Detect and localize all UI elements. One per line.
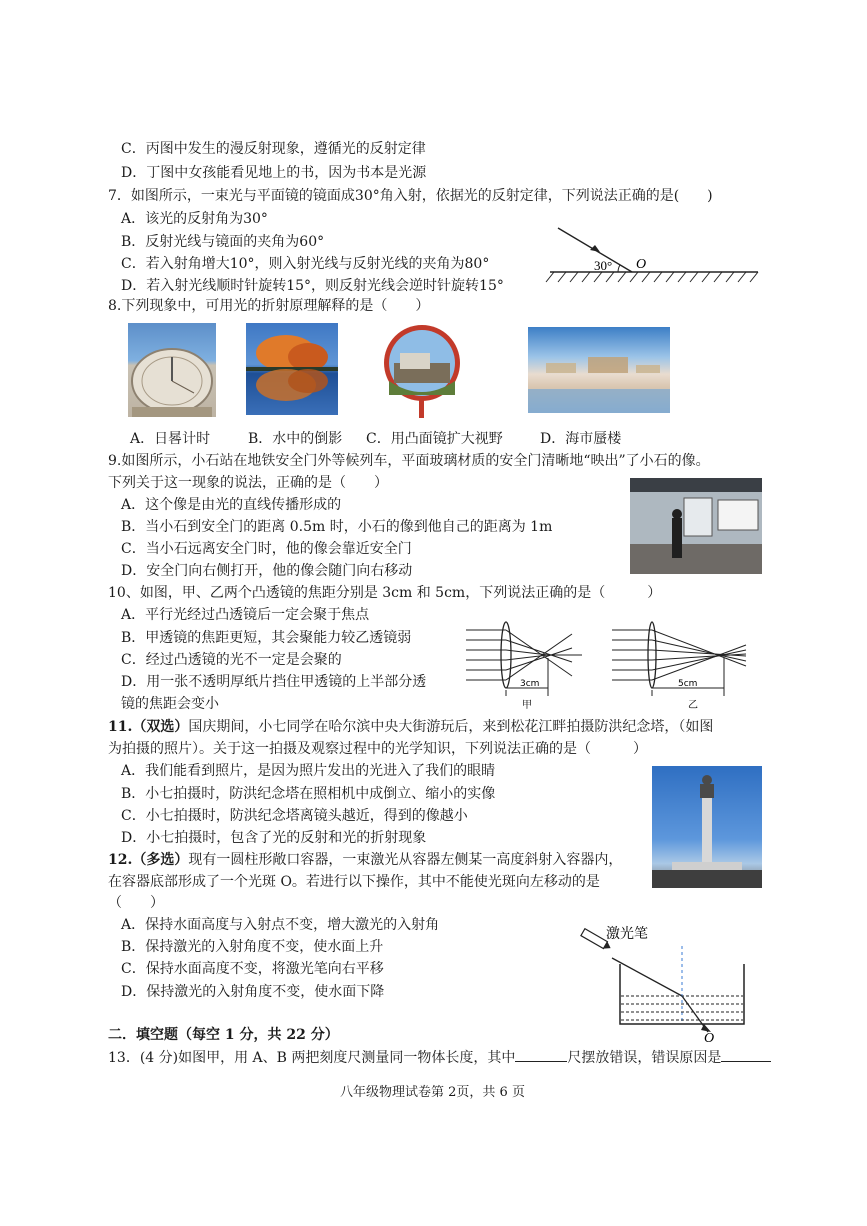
convex-mirror-image <box>378 323 468 418</box>
q11-stem-text: 国庆期间，小七同学在哈尔滨中央大街游玩后，来到松花江畔拍摄防洪纪念塔，（如图 <box>188 719 714 735</box>
q12-stem-line3: （ ） <box>108 895 164 911</box>
q13-part1: 13．(4 分)如图甲，用 A、B 两把刻度尺测量同一物体长度，其中 <box>108 1050 516 1066</box>
reflection-image <box>246 323 338 415</box>
point-o-label: O <box>636 257 647 272</box>
q10-option-a: A．平行光经过凸透镜后一定会聚于焦点 <box>121 607 370 623</box>
q9-stem-line2: 下列关于这一现象的说法，正确的是（ ） <box>108 475 388 491</box>
q7-option-b: B．反射光线与镜面的夹角为60° <box>121 234 325 250</box>
q10-option-c: C．经过凸透镜的光不一定是会聚的 <box>121 652 342 668</box>
q9-stem-line1: 9.如图所示，小石站在地铁安全门外等候列车，平面玻璃材质的安全门清晰地“映出”了小石的像。 <box>108 453 710 469</box>
q7-option-a: A．该光的反射角为30° <box>121 211 268 227</box>
q12-option-d: D．保持激光的入射角度不变，使水面下降 <box>121 984 385 1000</box>
ray-arrow <box>590 245 600 252</box>
q8-caption-a: A．日晷计时 <box>130 431 211 447</box>
q12-option-c: C．保持水面高度不变，将激光笔向右平移 <box>121 961 384 977</box>
section-2-heading: 二．填空题（每空 1 分，共 22 分） <box>108 1027 339 1043</box>
laser-beam-air <box>612 958 682 996</box>
q9-option-a: A．这个像是由光的直线传播形成的 <box>121 497 342 513</box>
q11-option-c: C．小七拍摄时，防洪纪念塔离镜头越近，得到的像越小 <box>121 808 468 824</box>
convex-lens-diagram <box>462 618 762 710</box>
mirage-image <box>528 327 670 413</box>
q12-option-a: A．保持水面高度与入射点不变，增大激光的入射角 <box>121 917 440 933</box>
q11-option-a: A．我们能看到照片，是因为照片发出的光进入了我们的眼睛 <box>121 763 496 779</box>
spot-o-label: O <box>704 1031 715 1044</box>
q12-stem-line1 <box>108 851 622 869</box>
sundial-image <box>128 323 216 417</box>
q13-part2: 尺摆放错误，错误原因是 <box>567 1050 722 1066</box>
q12-stem-text: 现有一圆柱形敞口容器，一束激光从容器左侧某一高度斜射入容器内， <box>188 852 623 868</box>
q8-caption-c: C．用凸面镜扩大视野 <box>366 431 503 447</box>
page-footer: 八年级物理试卷第 2页，共 6 页 <box>340 1085 525 1100</box>
flood-memorial-tower-image <box>652 766 762 888</box>
lens-a-label: 甲 <box>522 700 532 710</box>
q13-blank-1[interactable] <box>515 1049 567 1062</box>
q10-option-d-line2: 镜的焦距会变小 <box>121 696 219 712</box>
laser-pen-label: 激光笔 <box>606 927 648 942</box>
q7-option-c: C．若入射角增大10°，则入射光线与反射光线的夹角为80° <box>121 256 490 272</box>
q11-tag: 11.（双选） <box>108 719 189 735</box>
q9-option-c: C．当小石远离安全门时，他的像会靠近安全门 <box>121 541 412 557</box>
q11-option-d: D．小七拍摄时，包含了光的反射和光的折射现象 <box>121 830 427 846</box>
q9-option-b: B．当小石到安全门的距离 0.5m 时，小石的像到他自己的距离为 1m <box>121 519 553 535</box>
q7-stem: 7．如图所示，一束光与平面镜的镜面成30°角入射，依据光的反射定律，下列说法正确的是( ) <box>108 188 713 204</box>
q12-stem-line2: 在容器底部形成了一个光斑 O。若进行以下操作，其中不能使光斑向左移动的是 <box>108 874 600 890</box>
q12-tag: 12.（多选） <box>108 852 189 868</box>
q8-caption-b: B．水中的倒影 <box>248 431 343 447</box>
q12-option-b: B．保持激光的入射角度不变，使水面上升 <box>121 939 384 955</box>
subway-door-image <box>630 478 762 574</box>
laser-container-diagram <box>574 920 760 1044</box>
mirror-reflection-diagram <box>540 218 762 292</box>
q10-option-d-line1: D．用一张不透明厚纸片挡住甲透镜的上半部分透 <box>121 674 427 690</box>
q10-stem: 10、如图，甲、乙两个凸透镜的焦距分别是 3cm 和 5cm，下列说法正确的是（ ） <box>108 585 662 601</box>
q10-option-b: B．甲透镜的焦距更短，其会聚能力较乙透镜弱 <box>121 630 412 646</box>
q9-option-d: D．安全门向右侧打开，他的像会随门向右移动 <box>121 563 413 579</box>
q11-stem-line1 <box>108 718 713 736</box>
angle-label: 30° <box>594 258 613 273</box>
q13-blank-2[interactable] <box>721 1049 771 1062</box>
q13-line <box>108 1049 771 1067</box>
mirror-hatching <box>546 272 758 282</box>
lens-b-distance: 5cm <box>678 679 698 689</box>
q11-stem-line2: 为拍摄的照片）。关于这一拍摄及观察过程中的光学知识，下列说法正确的是（ ） <box>108 741 647 757</box>
q8-caption-d: D．海市蜃楼 <box>540 431 622 447</box>
angle-arc <box>618 265 620 272</box>
q11-option-b: B．小七拍摄时，防洪纪念塔在照相机中成倒立、缩小的实像 <box>121 786 496 802</box>
lens-a-distance: 3cm <box>520 679 540 689</box>
lens-b-label: 乙 <box>688 700 698 710</box>
q6-option-c: C．丙图中发生的漫反射现象，遵循光的反射定律 <box>121 141 426 157</box>
q8-stem: 8.下列现象中，可用光的折射原理解释的是（ ） <box>108 298 430 314</box>
q7-option-d: D．若入射光线顺时针旋转15°，则反射光线会逆时针旋转15° <box>121 278 504 294</box>
q6-option-d: D．丁图中女孩能看见地上的书，因为书本是光源 <box>121 165 427 181</box>
